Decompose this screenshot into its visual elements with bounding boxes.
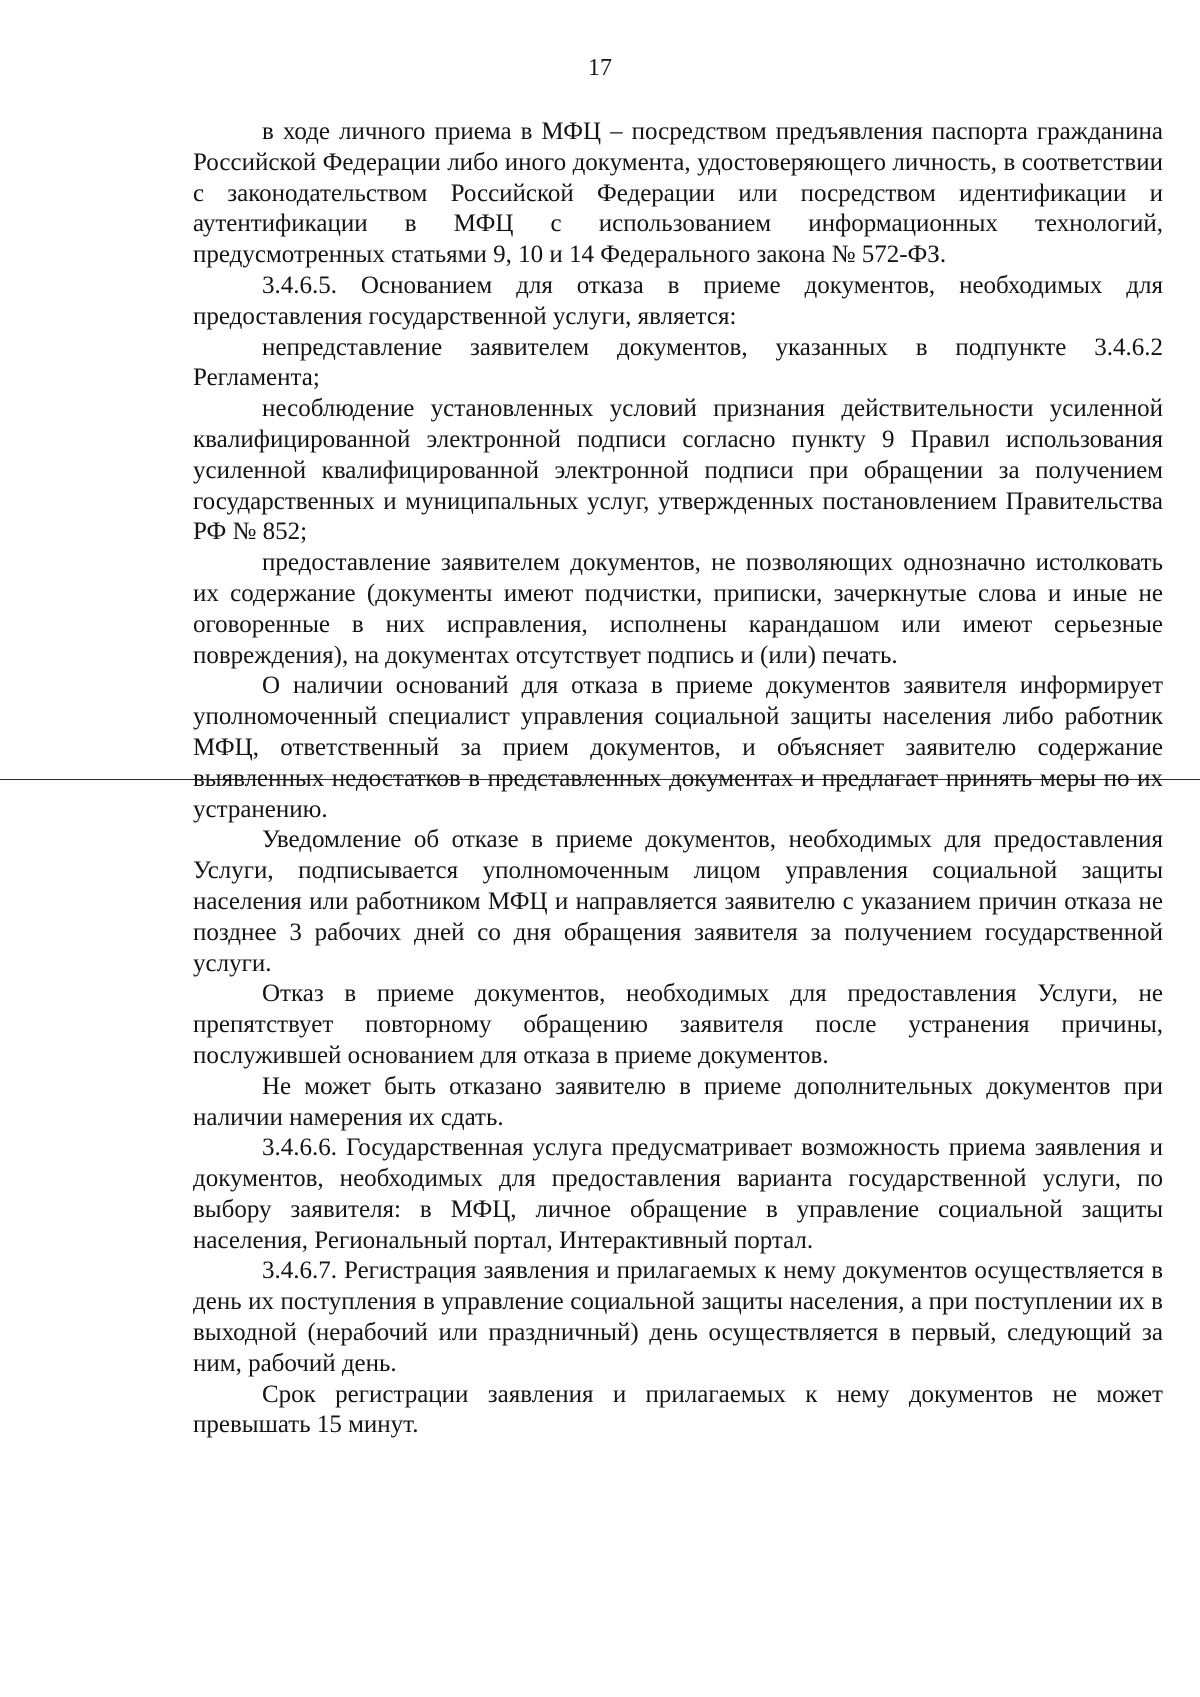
paragraph-3-4-6-7: 3.4.6.7. Регистрация заявления и прилагаемых к нему документов осуществляется в день их поступления в управление социальной защиты населения, а при поступлении их в выходной (нерабочий или праздничный) день осуществляется в первый, следующий за ним, рабочий день. xyxy=(193,1257,1163,1377)
page-number: 17 xyxy=(588,55,612,81)
paragraph-repeat-application: Отказ в приеме документов, необходимых для предоставления Услуги, не препятствует повторному обращению заявителя после устранения причины, послужившей основанием для отказа в приеме документов. xyxy=(193,980,1163,1069)
paragraph-3-4-6-6: 3.4.6.6. Государственная услуга предусматривает возможность приема заявления и документов, необходимых для предоставления варианта государственной услуги, по выбору заявителя: в МФЦ, личное обращение в управление социальной защиты населения, Региональный портал, Интерактивный портал. xyxy=(193,1134,1163,1254)
document-body xyxy=(193,117,1163,1441)
paragraph-signature-conditions: несоблюдение установленных условий признания действительности усиленной квалифицированной электронной подписи согласно пункту 9 Правил использования усиленной квалифицированной электронной подписи при обращении за получением государственных и муниципальных услуг, утвержденных постановлением Правительства РФ № 852; xyxy=(193,395,1163,546)
paragraph-informing-applicant: О наличии оснований для отказа в приеме документов заявителя информирует уполномоченный специалист управления социальной защиты населения либо работник МФЦ, ответственный за прием документов, и объясняет заявителю содержание выявленных недостатков в представленных документах и предлагает принять меры по их устранению. xyxy=(193,672,1163,823)
paragraph-personal-reception: в ходе личного приема в МФЦ – посредством предъявления паспорта гражданина Российской Федерации либо иного документа, удостоверяющего личность, в соответствии с законодательством Российской Федерации или посредством идентификации и аутентификации в МФЦ с использованием информационных технологий, предусмотренных статьями 9, 10 и 14 Федерального закона № 572-ФЗ. xyxy=(193,118,1163,269)
paragraph-refusal-notice: Уведомление об отказе в приеме документов, необходимых для предоставления Услуги, подписывается уполномоченным лицом управления социальной защиты населения или работником МФЦ и направляется заявителю с указанием причин отказа не позднее 3 рабочих дней со дня обращения заявителя за получением государственной услуги. xyxy=(193,826,1163,977)
paragraph-registration-time: Срок регистрации заявления и прилагаемых к нему документов не может превышать 15 минут. xyxy=(193,1380,1163,1439)
paragraph-additional-documents: Не может быть отказано заявителю в приеме дополнительных документов при наличии намерения их сдать. xyxy=(193,1072,1163,1131)
paragraph-3-4-6-5: 3.4.6.5. Основанием для отказа в приеме документов, необходимых для предоставления государственной услуги, является: xyxy=(193,271,1163,330)
paragraph-unclear-documents: предоставление заявителем документов, не позволяющих однозначно истолковать их содержание (документы имеют подчистки, приписки, зачеркнутые слова и иные не оговоренные в них исправления, исполнены карандашом или имеют серьезные повреждения), на документах отсутствует подпись и (или) печать. xyxy=(193,549,1163,669)
paragraph-non-submission: непредставление заявителем документов, указанных в подпункте 3.4.6.2 Регламента; xyxy=(193,333,1163,392)
